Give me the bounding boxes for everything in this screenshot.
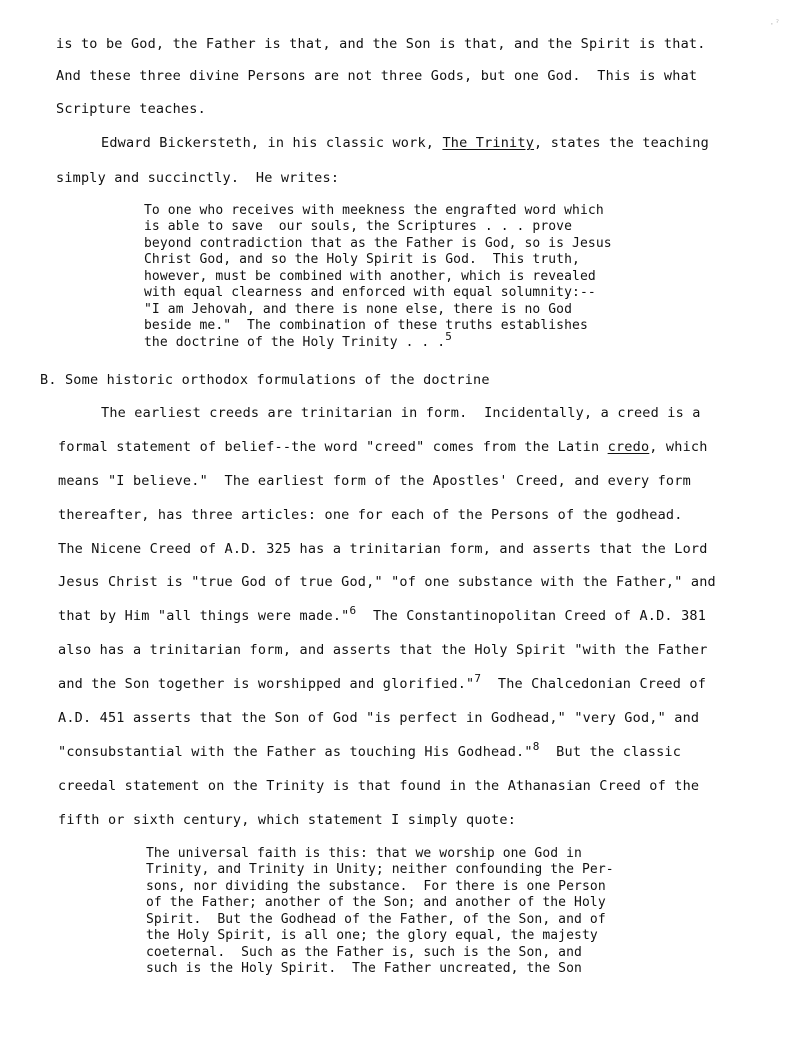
quote-line (144, 330, 452, 351)
quote-line: the Holy Spirit, is all one; the glory equal, the majesty (146, 928, 598, 943)
quote-line: To one who receives with meekness the engrafted word which (144, 203, 604, 218)
footnote-ref: 5 (445, 330, 452, 343)
body-line (58, 740, 682, 760)
body-line: Scripture teaches. (56, 101, 206, 117)
body-line (58, 604, 707, 624)
body-line: creedal statement on the Trinity is that found in the Athanasian Creed of the (58, 778, 700, 794)
footnote-ref: 7 (474, 672, 482, 685)
quote-line: with equal clearness and enforced with equal solumnity:-- (144, 285, 596, 300)
text-run: The Chalcedonian Creed of (481, 676, 707, 692)
quote-line: Spirit. But the Godhead of the Father, of the Son, and of (146, 912, 606, 927)
quote-line: of the Father; another of the Son; and another of the Holy (146, 895, 606, 910)
body-line: also has a trinitarian form, and asserts that the Holy Spirit "with the Father (58, 642, 708, 658)
body-line (58, 672, 707, 692)
quote-line: is able to save our souls, the Scriptures . . . prove (144, 219, 573, 234)
text-run: , states the teaching (534, 135, 709, 151)
body-line: is to be God, the Father is that, and the Son is that, and the Spirit is that. (56, 36, 706, 52)
quote-line: coeternal. Such as the Father is, such is the Son, and (146, 945, 582, 960)
quote-line: Christ God, and so the Holy Spirit is God. This truth, (144, 252, 580, 267)
text-run: , which (649, 439, 708, 455)
body-line: means "I believe." The earliest form of the Apostles' Creed, and every form (58, 473, 691, 489)
text-run: and the Son together is worshipped and glorified." (58, 676, 475, 692)
text-run: formal statement of belief--the word "creed" comes from the Latin (58, 439, 608, 455)
quote-line: however, must be combined with another, which is revealed (144, 269, 596, 284)
book-title: The Trinity (442, 135, 535, 151)
body-line: The earliest creeds are trinitarian in form. Incidentally, a creed is a (101, 405, 701, 421)
text-run: The Constantinopolitan Creed of A.D. 381 (356, 608, 707, 624)
quote-line: The universal faith is this: that we worship one God in (146, 846, 582, 861)
latin-term: credo (607, 439, 650, 455)
quote-line: beyond contradiction that as the Father is God, so is Jesus (144, 236, 612, 251)
quote-line: beside me." The combination of these truths establishes (144, 318, 588, 333)
body-line: Jesus Christ is "true God of true God," "of one substance with the Father," and (58, 574, 716, 590)
text-run: the doctrine of the Holy Trinity . . . (144, 335, 446, 350)
scan-mark: ·ˀ (769, 20, 780, 30)
body-line: A.D. 451 asserts that the Son of God "is perfect in Godhead," "very God," and (58, 710, 700, 726)
quote-line: "I am Jehovah, and there is none else, there is no God (144, 302, 573, 317)
footnote-ref: 8 (532, 740, 540, 753)
text-run: "consubstantial with the Father as touching His Godhead." (58, 744, 533, 760)
body-line: The Nicene Creed of A.D. 325 has a trinitarian form, and asserts that the Lord (58, 541, 708, 557)
quote-line: such is the Holy Spirit. The Father uncreated, the Son (146, 961, 582, 976)
body-line (101, 135, 709, 151)
footnote-ref: 6 (349, 604, 357, 617)
section-heading: B. Some historic orthodox formulations of the doctrine (40, 372, 490, 388)
body-line: simply and succinctly. He writes: (56, 170, 340, 186)
body-line (58, 439, 708, 455)
text-run: But the classic (539, 744, 682, 760)
body-line: fifth or sixth century, which statement I simply quote: (58, 812, 517, 828)
body-line: thereafter, has three articles: one for each of the Persons of the godhead. (58, 507, 683, 523)
quote-line: Trinity, and Trinity in Unity; neither confounding the Per- (146, 862, 614, 877)
text-run: Edward Bickersteth, in his classic work, (101, 135, 443, 151)
text-run: that by Him "all things were made." (58, 608, 350, 624)
quote-line: sons, nor dividing the substance. For there is one Person (146, 879, 606, 894)
body-line: And these three divine Persons are not three Gods, but one God. This is what (56, 68, 698, 84)
